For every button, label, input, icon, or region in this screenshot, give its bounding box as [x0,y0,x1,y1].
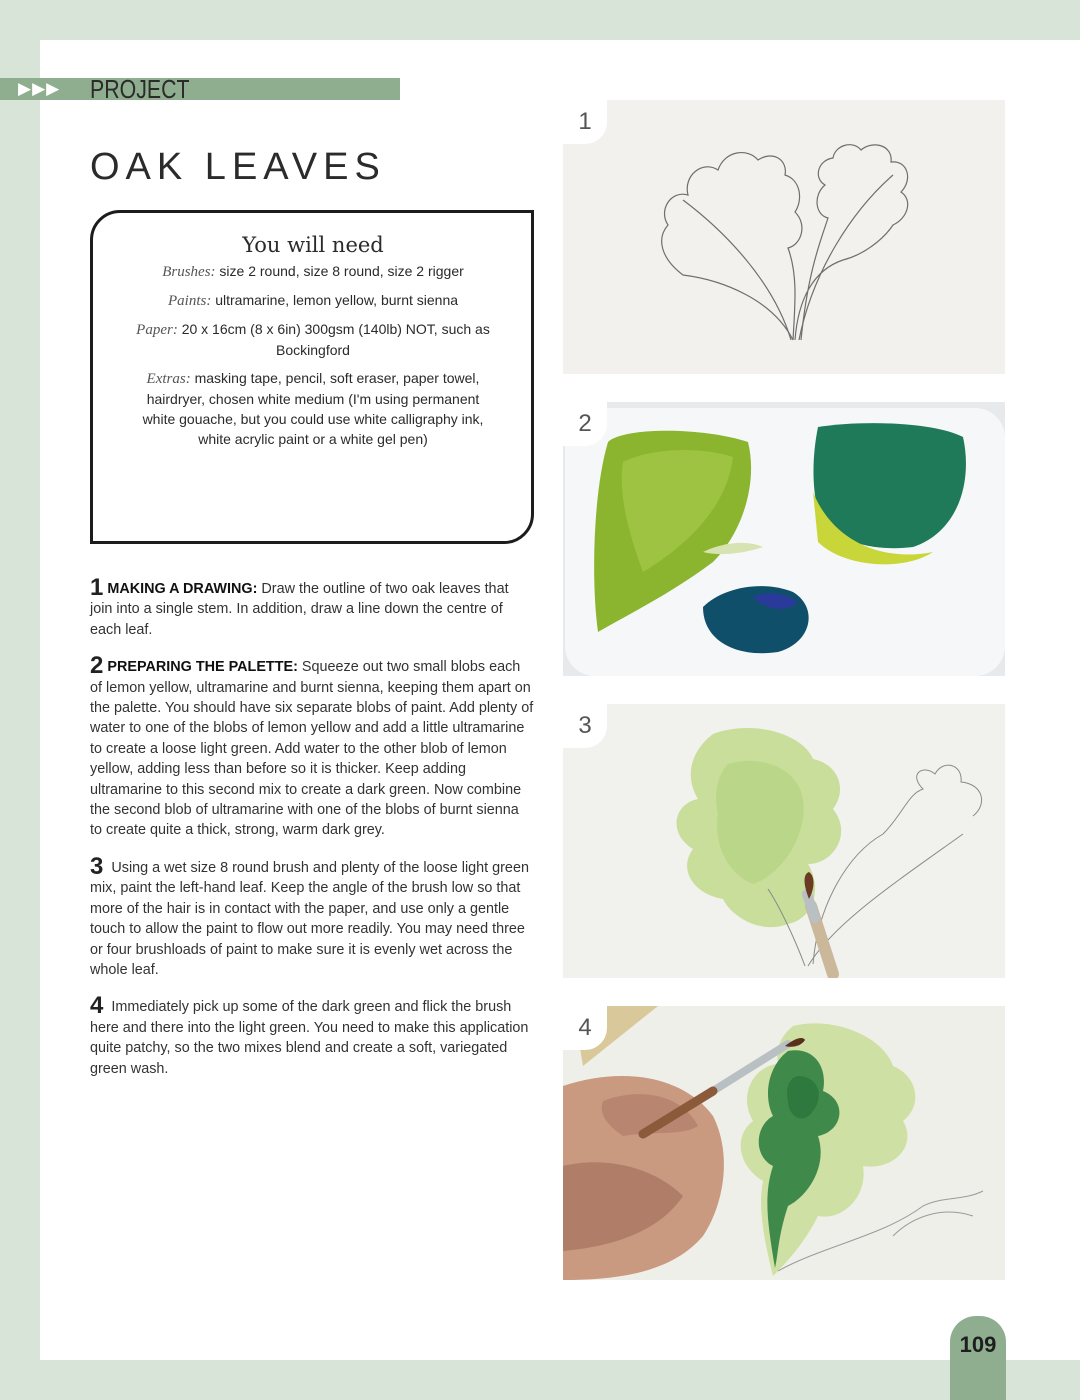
you-will-need-content [133,233,493,457]
step-number: 1 [90,574,104,601]
step-2 [90,652,534,841]
need-item-extras [133,368,493,449]
photo-label-2: 2 [563,402,607,446]
dark-green-wash-image [563,1006,1005,1280]
you-will-need-box [90,210,534,544]
step-1 [90,574,534,640]
photo-step-1 [563,100,1005,374]
need-text: ultramarine, lemon yellow, burnt sienna [215,292,459,308]
page-title: OAK LEAVES [90,146,386,189]
step-text: Immediately pick up some of the dark green and flick the brush here and there into the light green. You need to make this application quite patchy, so the two mixes blend and create a soft, variegated green wash. [90,999,529,1077]
need-text: masking tape, pencil, soft eraser, paper towel, hairdryer, chosen white medium (I'm using permanent white gouache, but you could use white calligraphy ink, white acrylic paint or a white gel pen) [142,370,484,447]
you-will-need-heading: You will need [242,233,384,257]
step-heading: PREPARING THE PALETTE: [107,659,298,676]
step-number: 2 [90,652,104,680]
step-3 [90,852,534,980]
need-label: Brushes: [162,264,216,280]
photo-label-1: 1 [563,100,607,144]
need-label: Paints: [167,293,212,309]
need-text: 20 x 16cm (8 x 6in) 300gsm (140lb) NOT, such as Bockingford [181,321,490,358]
step-text: Draw the outline of two oak leaves that join into a single stem. In addition, draw a line down the centre of each leaf. [90,581,509,638]
photo-label-4: 4 [563,1006,607,1050]
section-arrows-icon: ▶▶▶ [18,79,61,98]
palette-image [563,402,1005,676]
need-label: Paper: [136,322,178,338]
need-item-paper [133,319,493,360]
need-label: Extras: [146,371,191,387]
photo-step-3 [563,704,1005,978]
steps-list [90,574,534,1095]
step-4 [90,992,534,1079]
section-label: PROJECT [90,74,190,104]
need-item-paints [133,290,493,311]
step-heading: MAKING A DRAWING: [107,581,258,597]
need-item-brushes [133,261,493,282]
light-wash-image [563,704,1005,978]
photo-step-4 [563,1006,1005,1280]
step-text: Using a wet size 8 round brush and plenty of the loose light green mix, paint the left-hand leaf. Keep the angle of the brush low so that more of the hair is in contact with the paper, and use only a gentle touch to allow the paint to flow out more readily. You may need three or four brushloads of paint to make sure it is evenly wet across the whole leaf. [90,859,529,978]
photo-label-3: 3 [563,704,607,748]
page-number: 109 [950,1316,1006,1400]
photo-step-2 [563,402,1005,676]
step-text: Squeeze out two small blobs each of lemon yellow, ultramarine and burnt sienna, keeping them apart on the palette. You should have six separate blobs of paint. Add plenty of water to one of the blobs of lemon yellow and add a little ultramarine to create a loose light green. Add water to the other blob of lemon yellow, adding less than before so it is thicker. Keep adding ultramarine to this second mix to create a dark green. Now combine the second blob of ultramarine with one of the blobs of burnt sienna to create quite a thick, strong, warm dark grey. [90,659,534,839]
step-number: 3 [90,852,104,880]
pencil-drawing-image [563,100,1005,374]
step-number: 4 [90,992,104,1020]
need-text: size 2 round, size 8 round, size 2 rigger [219,263,464,279]
